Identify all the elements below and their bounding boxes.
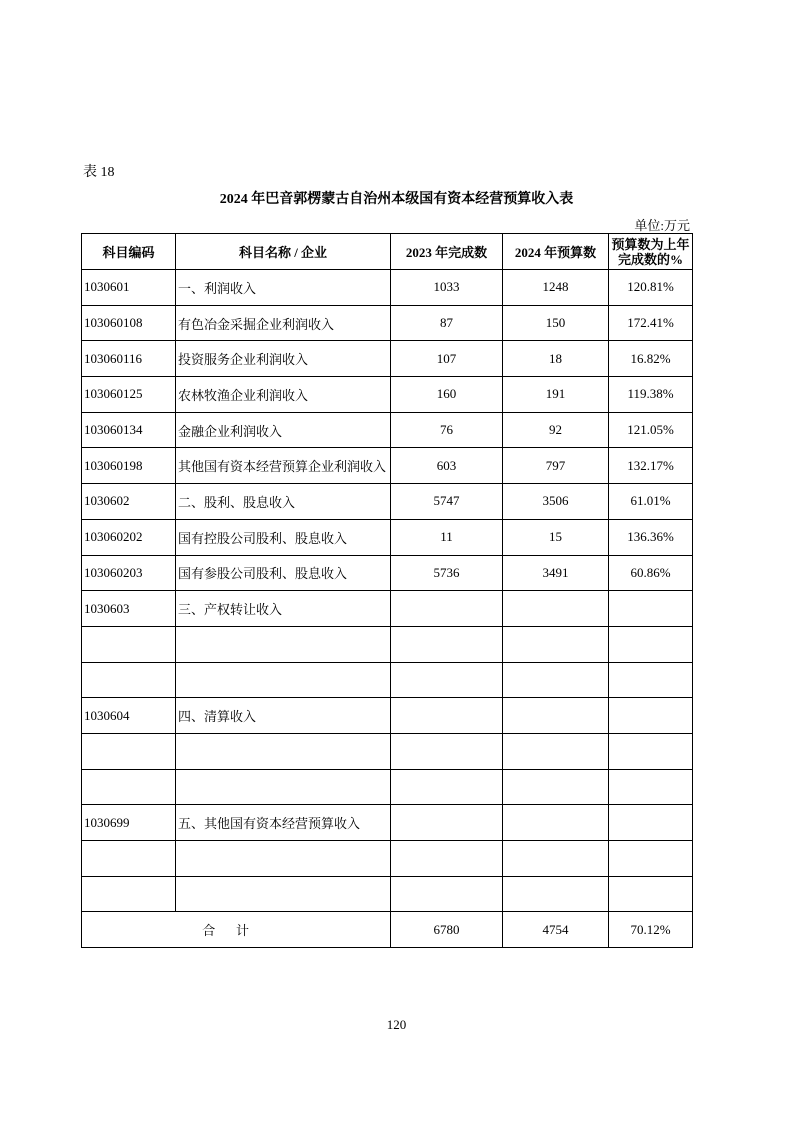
cell-budget-2024: 18 [503,341,609,377]
table-row [82,698,693,734]
cell-code: 103060202 [82,519,176,555]
cell-completed-2023 [391,841,503,877]
table-row [82,519,693,555]
cell-budget-2024 [503,876,609,912]
cell-completed-2023: 5747 [391,484,503,520]
budget-revenue-table [81,233,693,948]
header-code: 科目编码 [82,234,176,270]
cell-pct: 119.38% [609,377,693,413]
cell-code [82,769,176,805]
cell-name [176,733,391,769]
table-body [82,270,693,912]
cell-code [82,841,176,877]
table-row [82,484,693,520]
cell-name: 投资服务企业利润收入 [176,341,391,377]
cell-completed-2023: 603 [391,448,503,484]
cell-pct: 60.86% [609,555,693,591]
header-pct-line2: 完成数的% [617,251,683,267]
cell-name: 其他国有资本经营预算企业利润收入 [176,448,391,484]
cell-completed-2023 [391,698,503,734]
cell-budget-2024 [503,662,609,698]
cell-pct: 120.81% [609,270,693,306]
cell-code: 1030604 [82,698,176,734]
cell-pct: 136.36% [609,519,693,555]
cell-pct: 172.41% [609,305,693,341]
cell-code: 103060108 [82,305,176,341]
table-row [82,555,693,591]
cell-completed-2023: 160 [391,377,503,413]
table-row [82,270,693,306]
cell-budget-2024: 797 [503,448,609,484]
cell-code: 103060116 [82,341,176,377]
cell-budget-2024: 1248 [503,270,609,306]
cell-budget-2024: 15 [503,519,609,555]
cell-code: 103060198 [82,448,176,484]
cell-completed-2023 [391,769,503,805]
cell-name [176,662,391,698]
cell-pct [609,591,693,627]
cell-code [82,733,176,769]
cell-budget-2024: 150 [503,305,609,341]
header-name: 科目名称 / 企业 [176,234,391,270]
table-row [82,626,693,662]
cell-completed-2023 [391,733,503,769]
table-row [82,591,693,627]
cell-pct [609,698,693,734]
cell-code: 1030603 [82,591,176,627]
cell-name: 国有控股公司股利、股息收入 [176,519,391,555]
table-row [82,841,693,877]
cell-completed-2023 [391,876,503,912]
cell-name: 有色冶金采掘企业利润收入 [176,305,391,341]
table-row [82,341,693,377]
cell-name: 金融企业利润收入 [176,412,391,448]
table-row [82,305,693,341]
cell-completed-2023: 107 [391,341,503,377]
cell-pct: 121.05% [609,412,693,448]
cell-code: 1030601 [82,270,176,306]
cell-code: 1030699 [82,805,176,841]
cell-code: 103060125 [82,377,176,413]
cell-name: 国有参股公司股利、股息收入 [176,555,391,591]
cell-name: 三、产权转让收入 [176,591,391,627]
table-row [82,876,693,912]
cell-completed-2023 [391,662,503,698]
cell-completed-2023 [391,591,503,627]
cell-code [82,662,176,698]
cell-pct [609,626,693,662]
cell-pct: 132.17% [609,448,693,484]
page-title: 2024 年巴音郭楞蒙古自治州本级国有资本经营预算收入表 [219,192,574,207]
cell-code: 1030602 [82,484,176,520]
cell-pct [609,662,693,698]
header-pct-line1: 预算数为上年 [611,236,690,252]
cell-budget-2024: 92 [503,412,609,448]
header-pct [609,234,693,270]
unit-label: 单位:万元 [634,218,690,233]
cell-budget-2024 [503,626,609,662]
cell-completed-2023: 5736 [391,555,503,591]
table-row [82,805,693,841]
page-number: 120 [386,1017,407,1032]
cell-budget-2024 [503,769,609,805]
cell-name [176,841,391,877]
header-budget-2024: 2024 年预算数 [503,234,609,270]
cell-name [176,769,391,805]
table-row [82,662,693,698]
table-row [82,733,693,769]
cell-pct: 61.01% [609,484,693,520]
cell-budget-2024: 3491 [503,555,609,591]
cell-name: 二、股利、股息收入 [176,484,391,520]
cell-budget-2024: 191 [503,377,609,413]
cell-budget-2024 [503,698,609,734]
cell-completed-2023: 76 [391,412,503,448]
cell-name [176,626,391,662]
cell-budget-2024 [503,841,609,877]
cell-completed-2023: 1033 [391,270,503,306]
cell-name [176,876,391,912]
cell-completed-2023 [391,805,503,841]
total-budget-2024: 4754 [503,912,609,948]
table-header-row [82,234,693,270]
cell-pct [609,841,693,877]
cell-code: 103060203 [82,555,176,591]
cell-code: 103060134 [82,412,176,448]
cell-pct [609,733,693,769]
total-label: 合计 [82,912,391,948]
cell-name: 一、利润收入 [176,270,391,306]
cell-name: 四、清算收入 [176,698,391,734]
table-row [82,769,693,805]
cell-pct [609,769,693,805]
cell-name: 农林牧渔企业利润收入 [176,377,391,413]
cell-pct [609,805,693,841]
cell-code [82,626,176,662]
cell-completed-2023: 11 [391,519,503,555]
cell-name: 五、其他国有资本经营预算收入 [176,805,391,841]
cell-budget-2024: 3506 [503,484,609,520]
header-completed-2023: 2023 年完成数 [391,234,503,270]
cell-completed-2023: 87 [391,305,503,341]
cell-completed-2023 [391,626,503,662]
cell-budget-2024 [503,805,609,841]
cell-pct: 16.82% [609,341,693,377]
table-row [82,412,693,448]
total-completed-2023: 6780 [391,912,503,948]
cell-budget-2024 [503,733,609,769]
cell-pct [609,876,693,912]
table-row [82,448,693,484]
table-number-label: 表 18 [83,165,115,180]
cell-budget-2024 [503,591,609,627]
total-row [82,912,693,948]
cell-code [82,876,176,912]
table-row [82,377,693,413]
total-pct: 70.12% [609,912,693,948]
